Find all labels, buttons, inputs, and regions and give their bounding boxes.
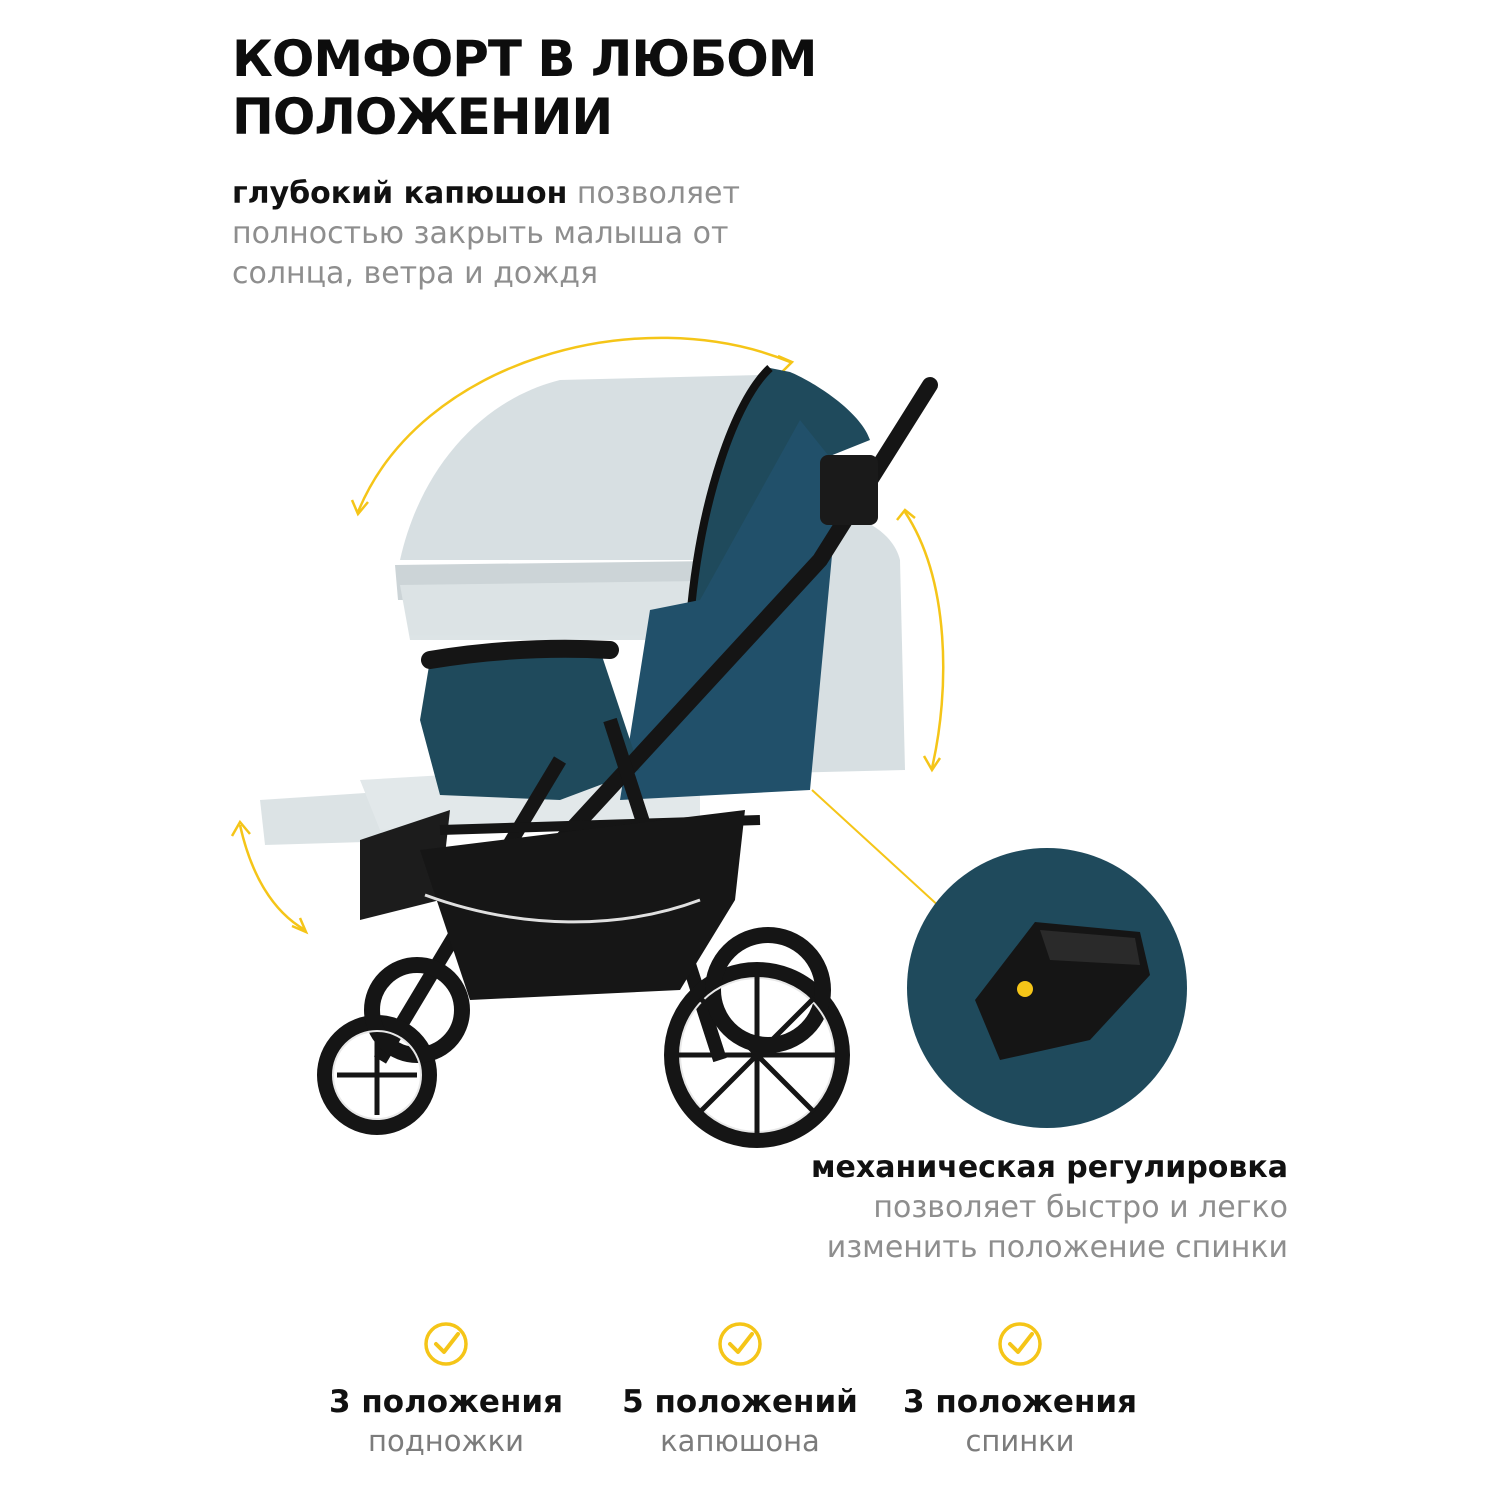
check-icon — [996, 1320, 1044, 1368]
mechanical-adjustment-text — [648, 1148, 1288, 1268]
feature-value: 5 положений — [622, 1384, 858, 1420]
feature-list — [0, 1320, 1500, 1470]
recline-mechanism-detail — [907, 848, 1187, 1128]
hood-description — [232, 174, 852, 294]
check-icon — [422, 1320, 470, 1368]
title-line-1: КОМФОРТ В ЛЮБОМ — [232, 30, 817, 88]
hood-description-bold: глубокий капюшон — [232, 176, 568, 211]
mechanical-bold: механическая регулировка — [811, 1150, 1288, 1185]
feature-value: 3 положения — [903, 1384, 1137, 1420]
page-title — [232, 30, 1132, 146]
feature-label: спинки — [965, 1424, 1075, 1458]
stroller-illustration — [0, 290, 1500, 1160]
title-line-2: ПОЛОЖЕНИИ — [232, 88, 613, 146]
mechanical-line-1: позволяет быстро и легко — [873, 1190, 1288, 1225]
feature-canopy — [590, 1320, 890, 1460]
feature-backrest — [870, 1320, 1170, 1460]
check-icon — [716, 1320, 764, 1368]
hood-description-rest: позволяет полностью закрыть малыша от солнца, ветра и дождя — [232, 176, 740, 291]
feature-footrest — [296, 1320, 596, 1460]
mechanical-line-2: изменить положение спинки — [826, 1230, 1288, 1265]
feature-value: 3 положения — [329, 1384, 563, 1420]
feature-label: капюшона — [660, 1424, 820, 1458]
feature-label: подножки — [368, 1424, 524, 1458]
